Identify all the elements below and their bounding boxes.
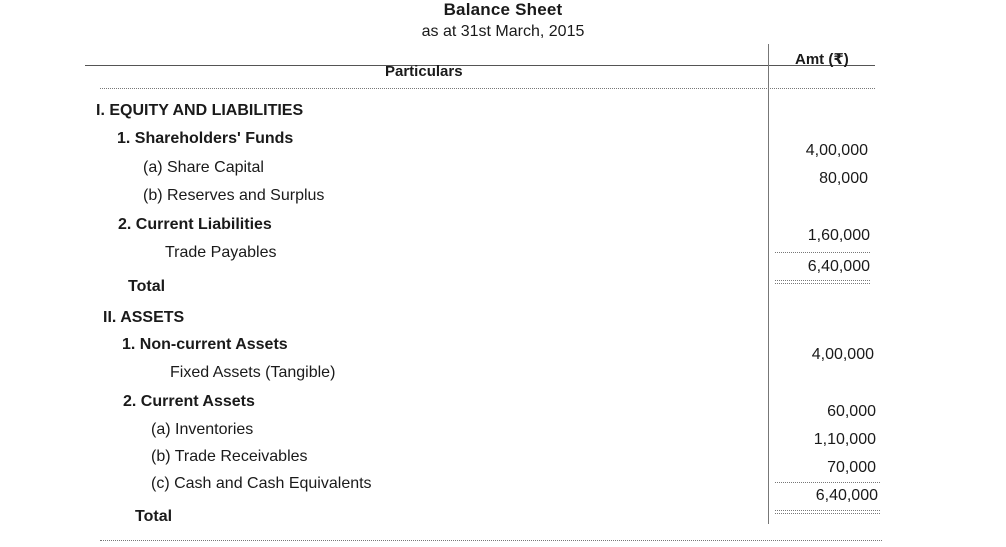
column-divider (768, 44, 769, 524)
total-assets-label: Total (135, 508, 173, 525)
subtotal-rule-2 (775, 482, 880, 483)
page-subtitle: as at 31st March, 2015 (421, 23, 585, 40)
table-bottom-rule (100, 540, 882, 541)
total-rule-1b (775, 283, 870, 284)
amount-total-liabilities: 6,40,000 (807, 258, 870, 275)
item-cash-equivalents: (c) Cash and Cash Equivalents (151, 475, 372, 492)
group-noncurrent-assets: 1. Non-current Assets (122, 336, 288, 353)
header-particulars: Particulars (385, 63, 463, 80)
amount-share-capital: 4,00,000 (805, 142, 868, 159)
item-reserves-surplus: (b) Reserves and Surplus (143, 187, 325, 204)
amount-fixed-assets: 4,00,000 (811, 346, 874, 363)
section-equity-liabilities: I. EQUITY AND LIABILITIES (96, 102, 304, 119)
table-top-rule (85, 65, 875, 66)
subtotal-rule-1 (775, 252, 870, 253)
item-trade-receivables: (b) Trade Receivables (151, 448, 308, 465)
amount-cash-equivalents: 70,000 (827, 459, 876, 476)
item-inventories: (a) Inventories (151, 421, 254, 438)
amount-reserves-surplus: 80,000 (819, 170, 868, 187)
total-rule-1a (775, 280, 870, 281)
total-rule-2a (775, 510, 880, 511)
group-shareholders-funds: 1. Shareholders' Funds (117, 130, 294, 147)
amount-inventories: 60,000 (827, 403, 876, 420)
amount-trade-payables: 1,60,000 (807, 227, 870, 244)
item-share-capital: (a) Share Capital (143, 159, 264, 176)
item-fixed-assets: Fixed Assets (Tangible) (170, 364, 336, 381)
amount-total-assets: 6,40,000 (815, 487, 878, 504)
section-assets: II. ASSETS (103, 309, 185, 326)
header-amount: Amt (₹) (795, 51, 849, 68)
group-current-assets: 2. Current Assets (123, 393, 255, 410)
header-bottom-rule (100, 88, 875, 89)
total-liabilities-label: Total (128, 278, 166, 295)
item-trade-payables: Trade Payables (165, 244, 277, 261)
group-current-liabilities: 2. Current Liabilities (118, 216, 272, 233)
amount-trade-receivables: 1,10,000 (813, 431, 876, 448)
total-rule-2b (775, 513, 880, 514)
page-title: Balance Sheet (443, 0, 563, 19)
